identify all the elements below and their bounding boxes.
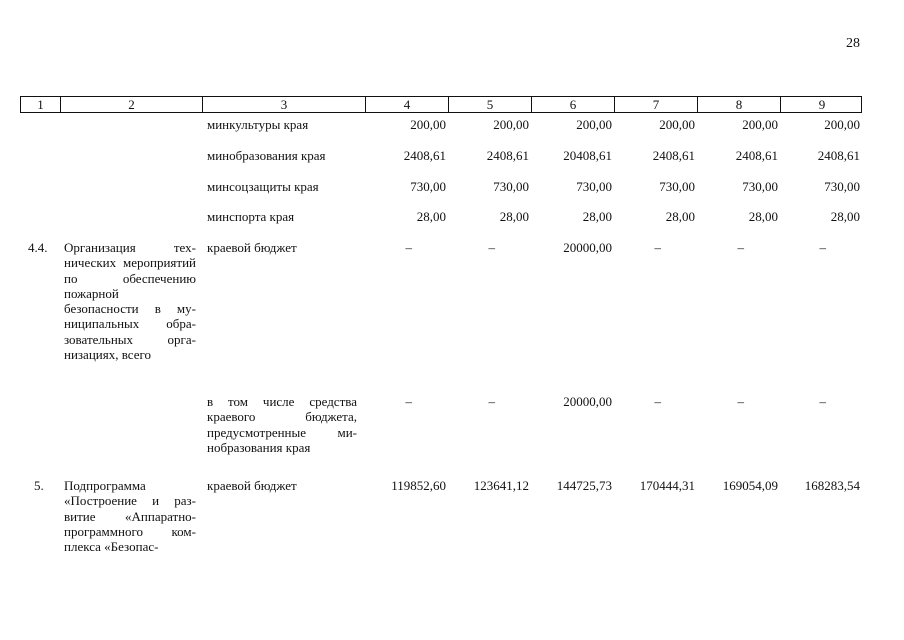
table-header <box>20 96 862 113</box>
cell-col9: 168283,54 <box>804 478 860 493</box>
header-col-3: 3 <box>203 97 366 112</box>
item-name: Организация технических мероприятий по обеспечению пожарной безопасности в муниципальных образовательных организациях, всего <box>64 240 196 363</box>
cell-col9: – <box>819 240 826 255</box>
cell-col7: 730,00 <box>659 179 695 194</box>
cell-col9: 200,00 <box>824 117 860 132</box>
item-number: 5. <box>34 478 44 493</box>
cell-col4: 200,00 <box>410 117 446 132</box>
cell-col8: 28,00 <box>748 209 778 224</box>
cell-col4: – <box>405 394 412 409</box>
cell-col6: 20000,00 <box>563 240 612 255</box>
cell-col7: – <box>654 394 661 409</box>
page-number: 28 <box>846 36 860 51</box>
cell-col7: 200,00 <box>659 117 695 132</box>
cell-col4: – <box>405 240 412 255</box>
cell-col5: 2408,61 <box>486 148 529 163</box>
cell-col8: – <box>737 394 744 409</box>
header-col-6: 6 <box>532 97 615 112</box>
cell-col6: 144725,73 <box>556 478 612 493</box>
header-col-4: 4 <box>366 97 449 112</box>
item-name: Подпрограмма «Построение и развитие «Аппаратно-программного комплекса «Безопас- <box>64 478 196 555</box>
cell-col4: 2408,61 <box>403 148 446 163</box>
cell-col7: 170444,31 <box>639 478 695 493</box>
header-col-2: 2 <box>61 97 203 112</box>
cell-col8: 730,00 <box>742 179 778 194</box>
cell-col9: – <box>819 394 826 409</box>
cell-col5: 28,00 <box>499 209 529 224</box>
cell-col8: – <box>737 240 744 255</box>
cell-col8: 200,00 <box>742 117 778 132</box>
cell-col5: 730,00 <box>493 179 529 194</box>
row-source: в том числе средства краевого бюджета, предусмотренные минобразования края <box>207 394 357 455</box>
cell-col5: 123641,12 <box>473 478 529 493</box>
row-source: минобразования края <box>207 148 326 163</box>
cell-col9: 2408,61 <box>817 148 860 163</box>
cell-col7: 2408,61 <box>652 148 695 163</box>
cell-col9: 28,00 <box>830 209 860 224</box>
row-source: минкультуры края <box>207 117 309 132</box>
cell-col5: 200,00 <box>493 117 529 132</box>
cell-col6: 20408,61 <box>563 148 612 163</box>
row-source: краевой бюджет <box>207 240 297 255</box>
header-col-8: 8 <box>698 97 781 112</box>
item-number: 4.4. <box>28 240 48 255</box>
cell-col6: 20000,00 <box>563 394 612 409</box>
header-col-1: 1 <box>21 97 61 112</box>
header-col-9: 9 <box>818 97 826 112</box>
cell-col4: 28,00 <box>416 209 446 224</box>
row-source: краевой бюджет <box>207 478 297 493</box>
header-col-5: 5 <box>449 97 532 112</box>
cell-col7: 28,00 <box>665 209 695 224</box>
row-source: минсоцзащиты края <box>207 179 319 194</box>
cell-col9: 730,00 <box>824 179 860 194</box>
cell-col5: – <box>488 240 495 255</box>
cell-col5: – <box>488 394 495 409</box>
cell-col4: 730,00 <box>410 179 446 194</box>
cell-col6: 28,00 <box>582 209 612 224</box>
cell-col8: 2408,61 <box>735 148 778 163</box>
cell-col6: 730,00 <box>576 179 612 194</box>
cell-col8: 169054,09 <box>722 478 778 493</box>
row-source: минспорта края <box>207 209 295 224</box>
header-col-7: 7 <box>615 97 698 112</box>
cell-col7: – <box>654 240 661 255</box>
cell-col4: 119852,60 <box>391 478 446 493</box>
cell-col6: 200,00 <box>576 117 612 132</box>
